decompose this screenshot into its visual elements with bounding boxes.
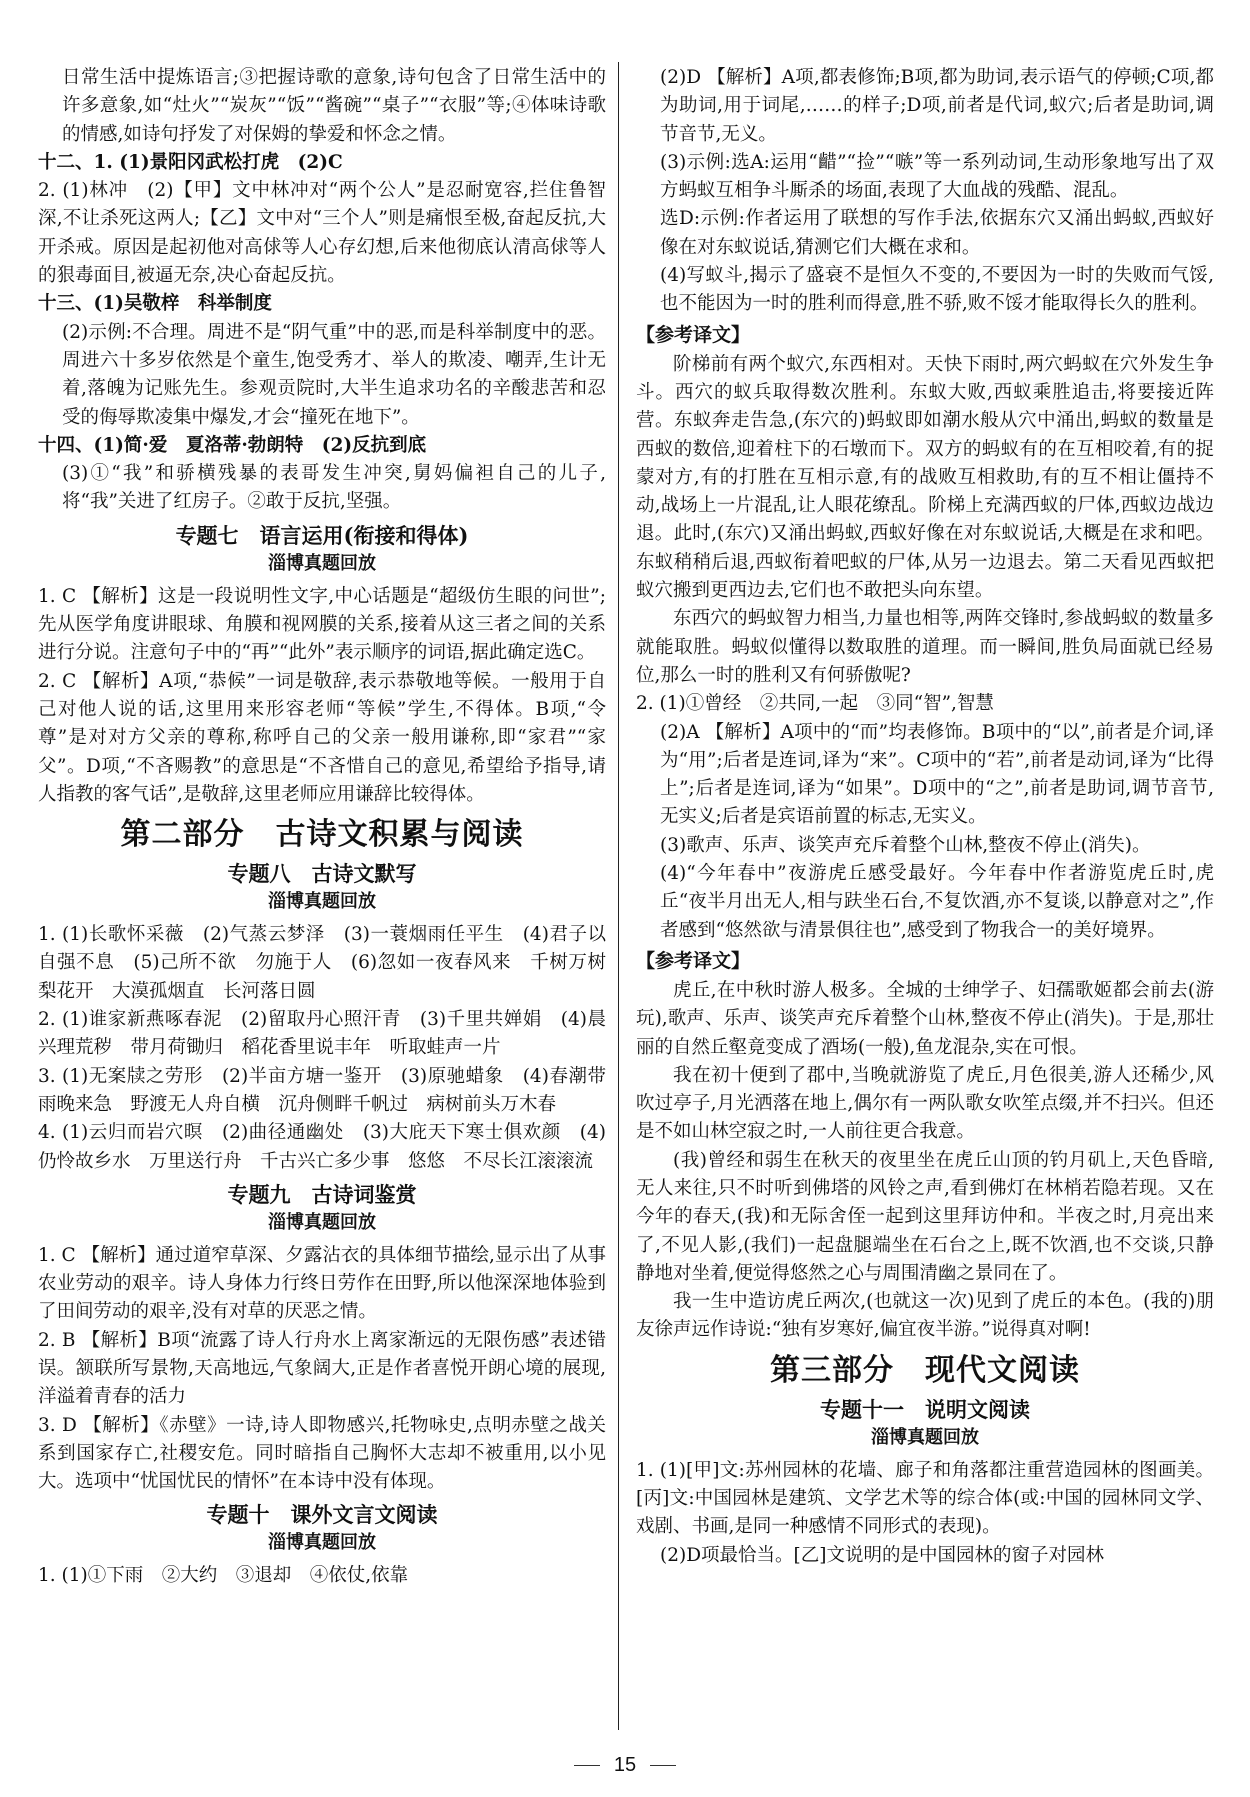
paragraph: (2)A 【解析】A项中的“而”均表修饰。B项中的“以”,前者是介词,译为“用”;后者是连词,译为“来”。C项中的“若”,前者是动词,译为“比得上”;后者是连词,译为“如果”。D项中的“之”,前者是助词,调节音节,无实义;后者是宾语前置的标志,无实义。 [660, 721, 1214, 828]
paragraph: 选D:示例:作者运用了联想的写作手法,依据东穴又涌出蚂蚁,西蚁好像在对东蚁说话,猜测它们大概在求和。 [660, 208, 1214, 258]
column-divider [618, 62, 619, 1730]
paragraph: (2)D 【解析】A项,都表修饰;B项,都为助词,表示语气的停顿;C项,都为助词,用于词尾,……的样子;D项,前者是代词,蚁穴;后者是助词,调节音节,无义。 [660, 67, 1214, 145]
paragraph: 东西穴的蚂蚁智力相当,力量也相等,两阵交锋时,参战蚂蚁的数量多就能取胜。蚂蚁似懂得以数取胜的道理。而一瞬间,胜负局面就已经易位,那么一时的胜利又有何骄傲呢? [636, 608, 1214, 686]
left-column [38, 64, 606, 1591]
paragraph: 4. (1)云归而岩穴暝 (2)曲径通幽处 (3)大庇天下寒士俱欢颜 (4)仍怜故乡水 万里送行舟 千古兴亡多少事 悠悠 不尽长江滚滚流 [38, 1122, 606, 1172]
section-title: 专题九 古诗词鉴赏 [227, 1181, 417, 1207]
part-title: 第三部分 现代文阅读 [770, 1352, 1080, 1388]
page-footer [0, 1754, 1250, 1777]
section-subtitle: 淄博真题回放 [268, 552, 376, 574]
paragraph: (3)①“我”和骄横残暴的表哥发生冲突,舅妈偏袒自己的儿子,将“我”关进了红房子。②敢于反抗,坚强。 [62, 463, 606, 513]
paragraph: (3)歌声、乐声、谈笑声充斥着整个山林,整夜不停止(消失)。 [660, 834, 1151, 856]
right-column [636, 64, 1214, 1570]
footer-dash-left [574, 1765, 600, 1766]
paragraph: 2. B 【解析】B项“流露了诗人行舟水上离家渐远的无限伤感”表述错误。颔联所写景物,天高地远,气象阔大,正是作者喜悦开朗心境的展现,洋溢着青春的活力 [38, 1329, 606, 1408]
paragraph: 1. (1)长歌怀采薇 (2)气蒸云梦泽 (3)一蓑烟雨任平生 (4)君子以自强不息 (5)己所不欲 勿施于人 (6)忽如一夜春风来 千树万树梨花开 大漠孤烟直 长河落日圆 [38, 924, 606, 1002]
section-subtitle: 淄博真题回放 [268, 1211, 376, 1233]
paragraph: (4)写蚁斗,揭示了盛衰不是恒久不变的,不要因为一时的失败而气馁,也不能因为一时的胜利而得意,胜不骄,败不馁才能取得长久的胜利。 [660, 265, 1214, 315]
paragraph: 1. C 【解析】这是一段说明性文字,中心话题是“超级仿生眼的问世”;先从医学角度讲眼球、角膜和视网膜的关系,接着从这三者之间的关系进行分说。注意句子中的“再”“此外”表示顺序的词语,据此确定选C。 [38, 585, 606, 664]
footer-dash-right [650, 1765, 676, 1766]
paragraph: (我)曾经和弱生在秋天的夜里坐在虎丘山顶的钓月矶上,天色昏暗,无人来往,只不时听到佛塔的风铃之声,看到佛灯在林梢若隐若现。又在今年的春天,(我)和无际舍侄一起到这里拜访仲和。半夜之时,月亮出来了,不见人影,(我们)一起盘腿端坐在石台之上,既不饮酒,也不交谈,只静静地对坐着,便觉得悠然之心与周围清幽之景同在了。 [636, 1149, 1214, 1284]
paragraph: 阶梯前有两个蚁穴,东西相对。天快下雨时,两穴蚂蚁在穴外发生争斗。西穴的蚁兵取得数次胜利。东蚁大败,西蚁乘胜追击,将要接近阵营。东蚁奔走告急,(东穴的)蚂蚁即如潮水般从穴中涌出,蚂蚁的数量是西蚁的数倍,迎着柱下的石墩而下。双方的蚂蚁有的在互相咬着,有的捉蒙对方,有的打胜在互相示意,有的战败互相救助,有的互不相让僵持不动,战场上一片混乱,让人眼花缭乱。阶梯上充满西蚁的尸体,西蚁边战边退。此时,(东穴)又涌出蚂蚁,西蚁好像在对东蚁说话,大概是在求和吧。东蚁稍稍后退,西蚁衔着吧蚁的尸体,从另一边退去。第二天看见西蚁把蚁穴搬到更西边去,它们也不敢把头向东望。 [636, 353, 1214, 602]
reference-heading: 【参考译文】 [636, 323, 751, 346]
paragraph: (2)示例:不合理。周进不是“阴气重”中的恶,而是科举制度中的恶。周进六十多岁依然是个童生,饱受秀才、举人的欺凌、嘲弄,生计无着,落魄为记账先生。参观贡院时,大半生追求功名的辛酸悲苦和忍受的侮辱欺凌集中爆发,才会“撞死在地下”。 [62, 321, 606, 428]
paragraph: 1. (1)①下雨 ②大约 ③退却 ④依仗,依靠 [38, 1565, 409, 1587]
paragraph: (3)示例:选A:运用“齰”“捡”“嗾”等一系列动词,生动形象地写出了双方蚂蚁互相争斗厮杀的场面,表现了大血战的残酷、混乱。 [660, 151, 1214, 202]
paragraph: 1. (1)[甲]文:苏州园林的花墙、廊子和角落都注重营造园林的图画美。[丙]文:中国园林是建筑、文学艺术等的综合体(或:中国的园林同文学、戏剧、书画,是同一种感情不同形式的表现)。 [636, 1459, 1214, 1538]
page-number: 15 [613, 1754, 637, 1776]
section-subtitle: 淄博真题回放 [268, 891, 376, 913]
paragraph: 3. D 【解析】《赤壁》一诗,诗人即物感兴,托物咏史,点明赤壁之战关系到国家存亡,社稷安危。同时暗指自己胸怀大志却不被重用,以小见大。选项中“忧国忧民的情怀”在本诗中没有体现。 [38, 1414, 606, 1493]
paragraph: 3. (1)无案牍之劳形 (2)半亩方塘一鉴开 (3)原驰蜡象 (4)春潮带雨晚来急 野渡无人舟自横 沉舟侧畔千帆过 病树前头万木春 [38, 1065, 606, 1115]
paragraph: 我一生中造访虎丘两次,(也就这一次)见到了虎丘的本色。(我的)朋友徐声远作诗说:“独有岁寒好,偏宜夜半游。”说得真对啊! [636, 1291, 1214, 1341]
paragraph: 2. C 【解析】A项,“恭候”一词是敬辞,表示恭敬地等候。一般用于自己对他人说的话,这里用来形容老师“等候”学生,不得体。B项,“令尊”是对对方父亲的尊称,称呼自己的父亲一般用谦称,即“家君”“家父”。D项,“不吝赐教”的意思是“不吝惜自己的意见,希望给予指导,请人指教的客气话”,是敬辞,这里老师应用谦辞比较得体。 [38, 670, 606, 805]
paragraph: 2. (1)①曾经 ②共同,一起 ③同“智”,智慧 [636, 693, 994, 715]
paragraph: 日常生活中提炼语言;③把握诗歌的意象,诗句包含了日常生活中的许多意象,如“灶火”“炭灰”“饭”“酱碗”“桌子”“衣服”等;④体味诗歌的情感,如诗句抒发了对保姆的挚爱和怀念之情。 [62, 67, 606, 145]
section-title: 专题十一 说明文阅读 [820, 1396, 1030, 1422]
paragraph: (2)D项最恰当。[乙]文说明的是中国园林的窗子对园林 [660, 1544, 1104, 1566]
section-title: 专题七 语言运用(衔接和得体) [175, 522, 469, 548]
section-title: 专题十 课外文言文阅读 [206, 1502, 438, 1528]
paragraph: 2. (1)林冲 (2)【甲】文中林冲对“两个公人”是忍耐宽容,拦住鲁智深,不让杀死这两人;【乙】文中对“三个人”则是痛恨至极,奋起反抗,大开杀戒。原因是起初他对高俅等人心存幻想,后来他彻底认清高俅等人的狠毒面目,被逼无奈,决心奋起反抗。 [38, 180, 606, 287]
section-title: 专题八 古诗文默写 [227, 861, 417, 887]
paragraph: 1. C 【解析】通过道窄草深、夕露沾衣的具体细节描绘,显示出了从事农业劳动的艰辛。诗人身体力行终日劳作在田野,所以他深深地体验到了田间劳动的艰辛,没有对草的厌恶之情。 [38, 1244, 606, 1323]
paragraph: (4)“今年春中”夜游虎丘感受最好。今年春中作者游览虎丘时,虎丘“夜半月出无人,相与趺坐石台,不复饮酒,亦不复谈,以静意对之”,作者感到“悠然欲与清景俱往也”,感受到了物我合一的美好境界。 [660, 863, 1214, 941]
paragraph: 十四、(1)简·爱 夏洛蒂·勃朗特 (2)反抗到底 [38, 434, 427, 456]
paragraph: 2. (1)谁家新燕啄春泥 (2)留取丹心照汗青 (3)千里共婵娟 (4)晨兴理荒秽 带月荷锄归 稻花香里说丰年 听取蛙声一片 [38, 1009, 606, 1059]
paragraph: 我在初十便到了郡中,当晚就游览了虎丘,月色很美,游人还稀少,风吹过亭子,月光洒落在地上,偶尔有一两队歌女吹笙点缀,并不扫兴。但还是不如山林空寂之时,一人前往更合我意。 [636, 1064, 1214, 1143]
part-title: 第二部分 古诗文积累与阅读 [120, 817, 524, 853]
reference-heading: 【参考译文】 [636, 949, 751, 972]
paragraph: 十三、(1)吴敬梓 科举制度 [38, 293, 272, 315]
paragraph: 虎丘,在中秋时游人极多。全城的士绅学子、妇孺歌姬都会前去(游玩),歌声、乐声、谈笑声充斥着整个山林,整夜不停止(消失)。于是,那壮丽的自然丘壑竟变成了酒场(一般),鱼龙混杂,实在可恨。 [636, 979, 1214, 1058]
paragraph: 十二、1. (1)景阳冈武松打虎 (2)C [38, 151, 343, 173]
section-subtitle: 淄博真题回放 [871, 1426, 979, 1448]
section-subtitle: 淄博真题回放 [268, 1532, 376, 1554]
